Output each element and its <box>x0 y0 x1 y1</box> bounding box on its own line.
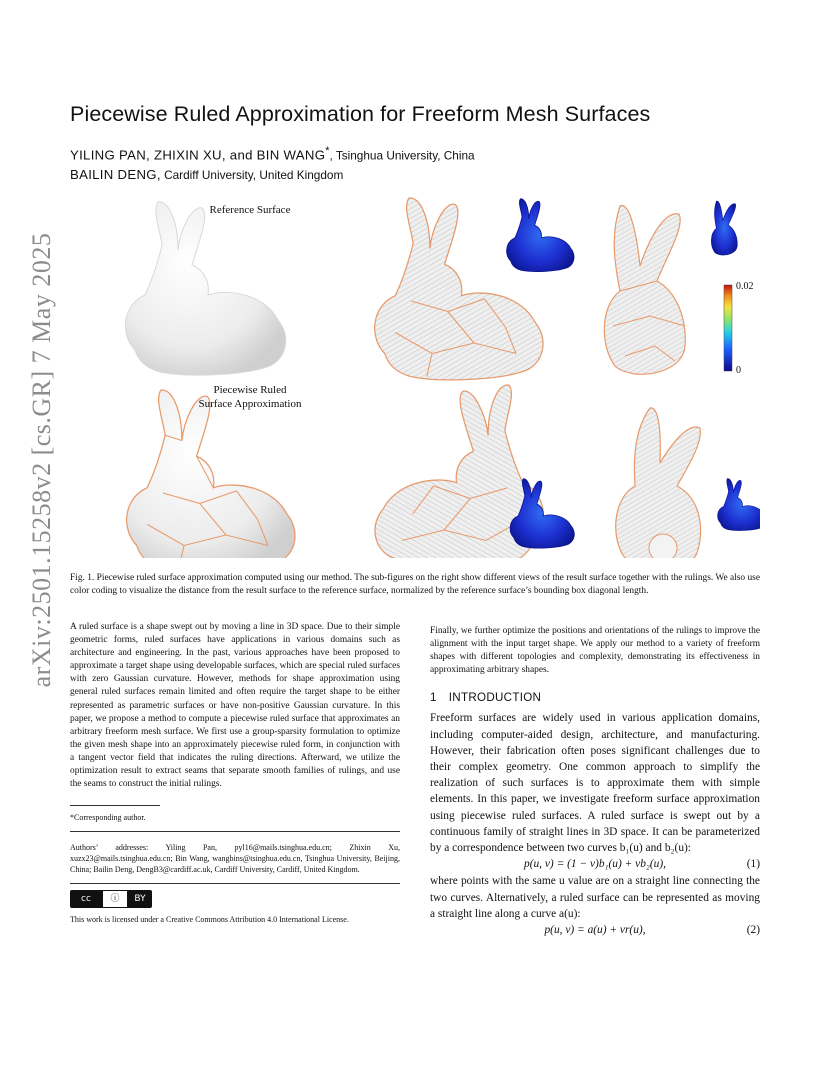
arxiv-stamp <box>12 232 72 688</box>
author-block <box>70 142 475 185</box>
colorbar-min-label: 0 <box>736 365 741 376</box>
equation-1-body: p(u, v) = (1 − v)b₁(u) + vb₂(u), <box>524 858 666 871</box>
section-title: INTRODUCTION <box>448 691 542 705</box>
section-heading <box>430 691 760 704</box>
abstract: A ruled surface is a shape swept out by moving a line in 3D space. Due to their simple geometric forms, ruled surfaces have applications in various domains such as architecture and engineering. In the past, various approaches have been proposed to approximate a target shape using developable surfaces, which are special ruled surfaces with zero Gaussian curvature. However, methods for shape approximation using general ruled surfaces remain limited and often require the target shape to be either represented as parametric surfaces or have non-positive Gaussian curvature. In this paper, we propose a method to compute a piecewise ruled surface that approximates an arbitrary freeform mesh surface. We first use a group-sparsity formulation to optimize the given mesh shape into an approximately piecewise ruled form, in conjunction with a tangent vector field that indicates the ruling directions. Afterward, we utilize the optimization result to extract seams that separate smooth families of rulings, and use the seams to construct the initial rulings. <box>70 622 400 790</box>
ruled-bunny-front <box>604 206 685 375</box>
equation-2-body: p(u, v) = a(u) + vr(u), <box>544 924 646 936</box>
equation-2-number: (2) <box>746 924 760 936</box>
authors-addresses: Authors’ addresses: Yiling Pan, pyl16@mails.tsinghua.edu.cn; Zhixin Xu, xuzx23@mails.tsinghua.edu.cn; Bin Wang, wangbins@tsinghua.edu.cn, Tsinghua University, Beijing, China; Bailin Deng, DengB3@cardiff.ac.uk, Cardiff University, Cardiff, United Kingdom. <box>70 843 400 875</box>
author-names-2: BAILIN DENG, <box>70 167 161 183</box>
teaser-figure <box>70 188 760 558</box>
license-text: This work is licensed under a Creative Commons Attribution 4.0 International License. <box>70 915 349 925</box>
intro-paragraph-2: where points with the same u value are on a straight line connecting the two curves. Alternatively, a ruled surface can be represented as moving a straight line along a curve a(u): <box>430 875 760 920</box>
right-column <box>430 625 760 939</box>
cc-icon: cc <box>70 890 102 908</box>
affiliation-1: , Tsinghua University, China <box>329 148 475 163</box>
arxiv-id: arXiv:2501.15258v2 [cs.GR] 7 May 2025 <box>27 232 56 688</box>
equation-1-number: (1) <box>746 858 760 871</box>
by-icon: ⓘ <box>102 890 128 908</box>
label-piecewise-line-2: Surface Approximation <box>198 398 302 410</box>
section-number: 1 <box>430 691 437 705</box>
author-line-2 <box>70 165 475 185</box>
heatmap-bunny-rear <box>718 479 760 531</box>
affiliation-2: Cardiff University, United Kingdom <box>160 168 344 183</box>
address-rule <box>70 831 400 832</box>
author-names-1: YILING PAN, ZHIXIN XU, and BIN WANG <box>70 147 326 163</box>
figure-graphics <box>70 188 760 558</box>
colorbar-max-label: 0.02 <box>736 281 754 292</box>
by-label: BY <box>128 890 152 908</box>
ruled-bunny-rear <box>616 408 701 558</box>
intro-paragraph-1: Freeform surfaces are widely used in various application domains, including computer-aided design, architecture, and manufacturing. However, their fabrication often poses significant challenges due to their complex geometry. One common approach to simplify the realization of such surfaces is to approximate them with simple elements. In this paper, we investigate freeform surface approximation using piecewise ruled surfaces. A ruled surface is swept out by a continuous family of straight lines in 3D space. It can be parameterized by a correspondence between two curves b₁(u) and b₂(u): <box>430 712 760 855</box>
corresponding-mark: * <box>325 145 330 157</box>
piecewise-bunny <box>127 390 295 558</box>
corresponding-footnote: *Corresponding author. <box>70 813 146 823</box>
colorbar <box>724 285 732 371</box>
footnote-rule <box>70 805 160 806</box>
heatmap-bunny-front <box>711 201 737 255</box>
label-reference: Reference Surface <box>209 204 291 216</box>
paper-title: Piecewise Ruled Approximation for Freeform Mesh Surfaces <box>70 102 651 126</box>
reference-bunny <box>125 202 285 375</box>
abstract-continued: Finally, we further optimize the positions and orientations of the rulings to improve the alignment with the input target shape. We apply our method to a variety of freeform shapes with different topologies and complexity, demonstrating its effectiveness in approximating arbitrary shapes. <box>430 626 760 676</box>
left-column <box>70 621 400 925</box>
cc-by-badge[interactable] <box>70 890 400 908</box>
author-line-1 <box>70 142 475 165</box>
license-rule <box>70 883 400 884</box>
equation-1 <box>430 858 760 871</box>
equation-2 <box>430 924 760 937</box>
label-piecewise-line-1: Piecewise Ruled <box>213 384 287 396</box>
figure-caption: Fig. 1. Piecewise ruled surface approximation computed using our method. The sub-figures on the right show different views of the result surface together with the rulings. We also use color coding to visualize the distance from the result surface to the reference surface, normalized by the reference surface’s bounding box diagonal length. <box>70 573 760 596</box>
label-piecewise <box>180 383 320 411</box>
heatmap-bunny-top <box>507 199 574 272</box>
ruled-bunny-top <box>375 198 543 380</box>
